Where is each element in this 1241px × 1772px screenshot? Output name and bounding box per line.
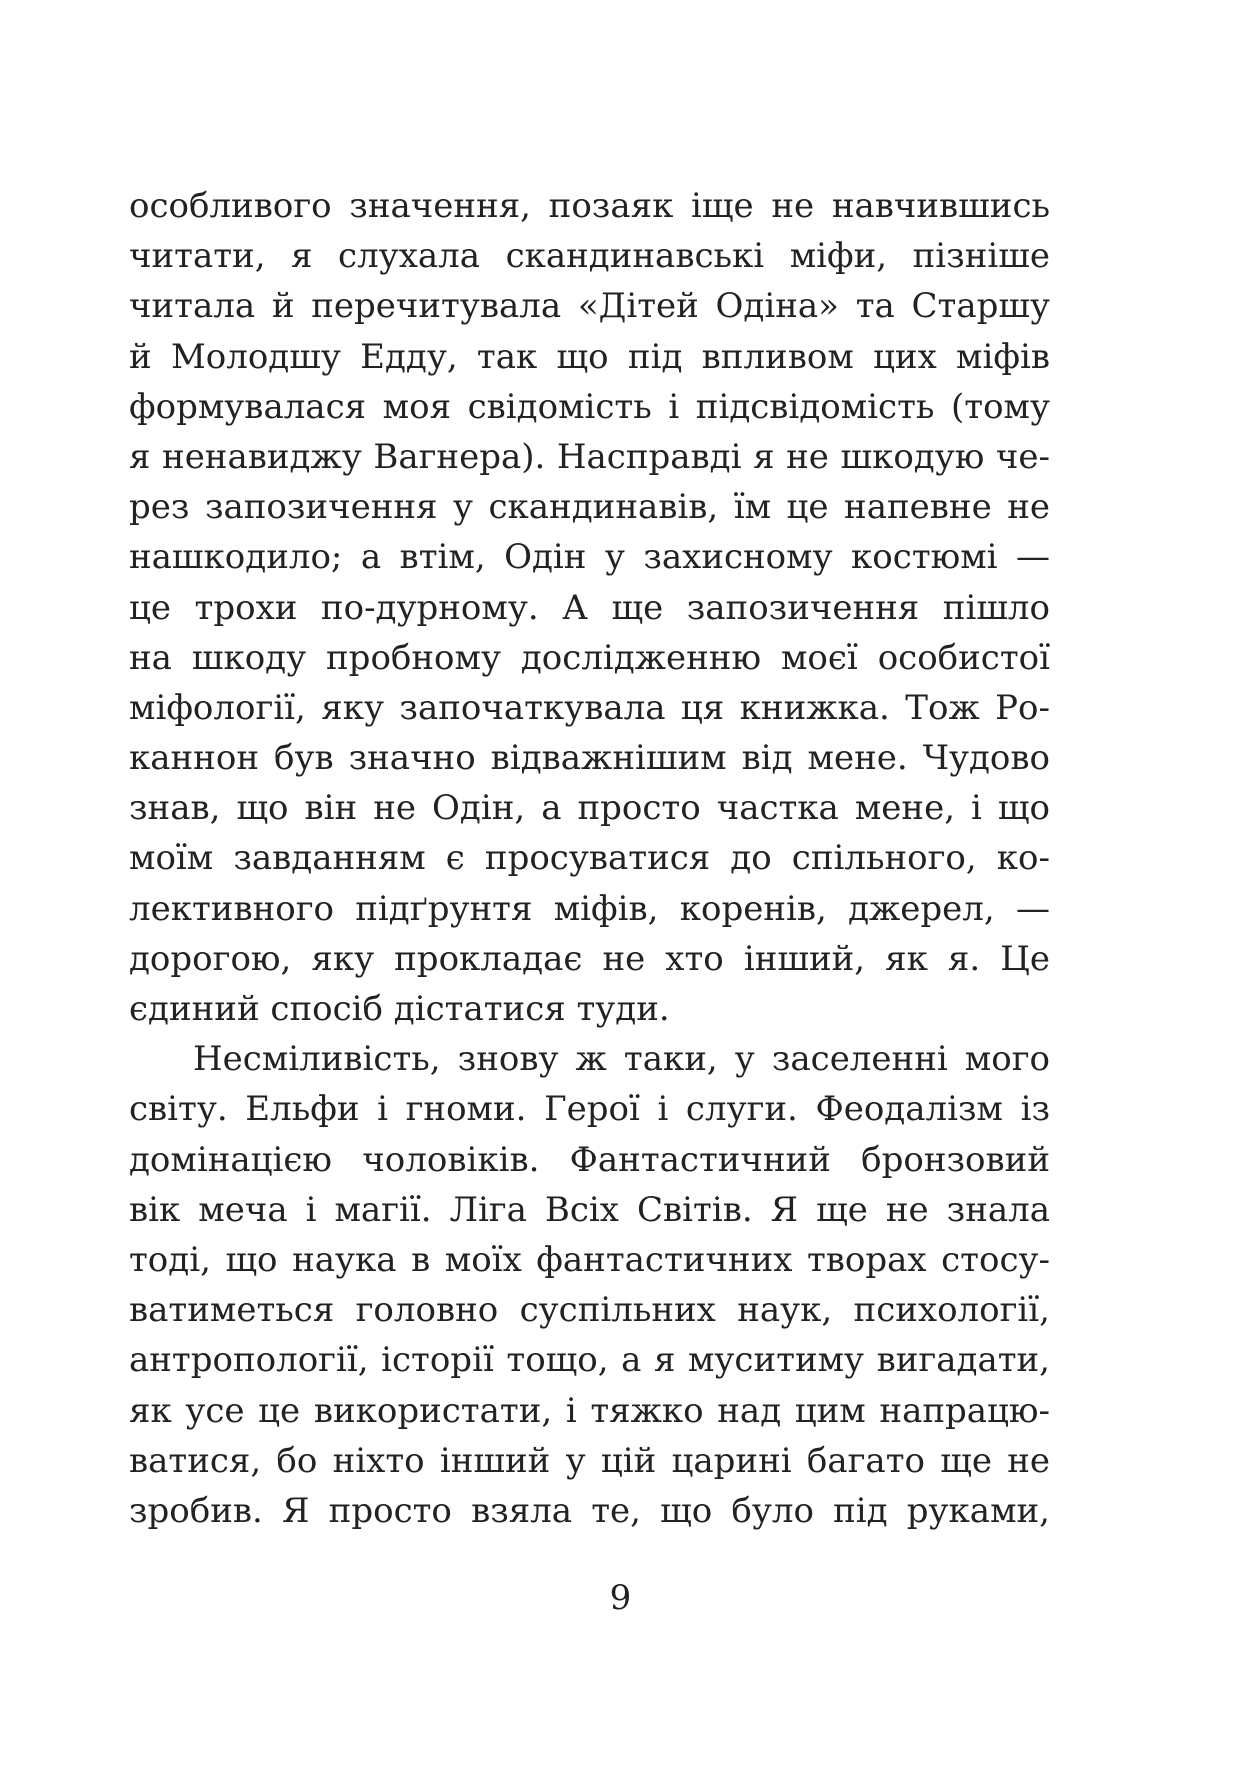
text-line: формувалася моя свідомість і підсвідомість (тому bbox=[129, 386, 1050, 427]
text-line: тоді, що наука в моїх фантастичних творах стосу- bbox=[129, 1239, 1050, 1280]
body-text bbox=[129, 181, 1050, 1536]
text-line: домінацією чоловіків. Фантастичний бронзовий bbox=[129, 1139, 1050, 1180]
text-line: лективного підґрунтя міфів, коренів, джерел, — bbox=[129, 888, 1050, 929]
text-line: каннон був значно відважнішим від мене. Чудово bbox=[129, 738, 1050, 779]
text-line: читала й перечитувала «Дітей Одіна» та Старшу bbox=[129, 286, 1050, 327]
text-line: як усе це використати, і тяжко над цим напрацю- bbox=[129, 1390, 1050, 1431]
text-line: знав, що він не Одін, а просто частка мене, і що bbox=[129, 788, 1050, 829]
text-line: єдиний спосіб дістатися туди. bbox=[129, 989, 670, 1029]
page-number: 9 bbox=[609, 1578, 632, 1618]
text-line: ватиметься головно суспільних наук, психології, bbox=[129, 1290, 1050, 1331]
text-line: моїм завданням є просуватися до спільного, ко- bbox=[129, 838, 1050, 879]
text-line: Несміливість, знову ж таки, у заселенні мого bbox=[193, 1039, 1050, 1080]
text-line: на шкоду пробному дослідженню моєї особистої bbox=[129, 637, 1050, 678]
paragraph bbox=[129, 181, 1050, 1034]
text-line: рез запозичення у скандинавів, їм це напевне не bbox=[129, 487, 1050, 528]
text-line: вік меча і магії. Ліга Всіх Світів. Я ще не знала bbox=[129, 1189, 1050, 1230]
text-line: світу. Ельфи і гноми. Герої і слуги. Феодалізм із bbox=[129, 1089, 1050, 1130]
text-line: нашкодило; а втім, Одін у захисному костюмі — bbox=[129, 537, 1050, 578]
text-line: читати, я слухала скандинавські міфи, пізніше bbox=[129, 236, 1050, 277]
text-line: дорогою, яку прокладає не хто інший, як я. Це bbox=[129, 938, 1050, 979]
text-line: особливого значення, позаяк іще не навчившись bbox=[129, 186, 1050, 226]
text-line: ватися, бо ніхто інший у цій царині багато ще не bbox=[129, 1440, 1050, 1481]
text-line: зробив. Я просто взяла те, що було під руками, bbox=[129, 1490, 1050, 1531]
text-line: й Молодшу Едду, так що під впливом цих міфів bbox=[129, 336, 1050, 377]
text-line: міфології, яку започаткувала ця книжка. Тож Ро- bbox=[129, 687, 1050, 728]
text-line: я ненавиджу Вагнера). Насправді я не шкодую че- bbox=[129, 436, 1050, 477]
text-line: антропології, історії тощо, а я муситиму вигадати, bbox=[129, 1340, 1050, 1381]
text-line: це трохи по-дурному. А ще запозичення пішло bbox=[129, 587, 1050, 628]
paragraph bbox=[129, 1034, 1050, 1536]
